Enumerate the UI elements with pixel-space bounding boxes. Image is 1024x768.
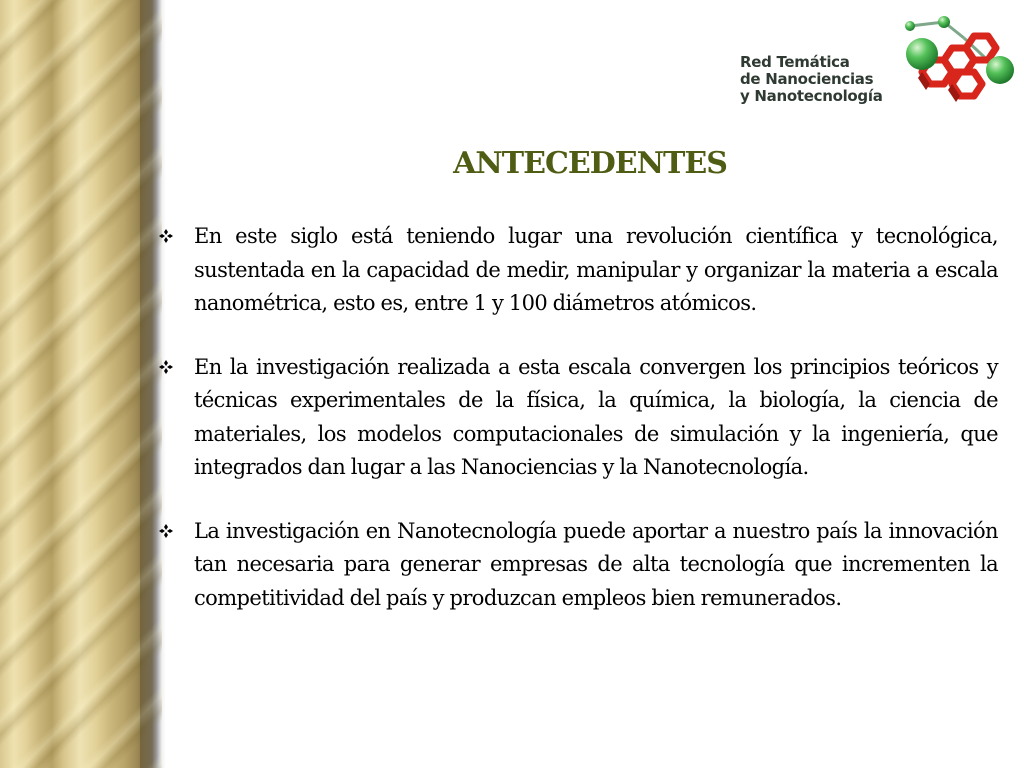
sphere-right	[986, 56, 1014, 84]
diamond-bullet-icon	[158, 523, 174, 539]
page-title: ANTECEDENTES	[453, 146, 727, 181]
bullet-item	[158, 351, 998, 485]
red-tematica-logo	[740, 14, 1016, 110]
bullet-item	[158, 515, 998, 616]
logo-text	[740, 54, 883, 105]
sphere-small	[905, 21, 915, 31]
diamond-bullet-icon	[158, 228, 174, 244]
sphere-large	[906, 38, 938, 70]
logo-line-2: de Nanociencias	[740, 70, 874, 88]
sphere-top	[938, 16, 950, 28]
bullet-item	[158, 220, 998, 321]
logo-line-1: Red Temática	[740, 53, 850, 71]
diamond-bullet-icon	[158, 359, 174, 375]
bullet-text: En este siglo está teniendo lugar una revolución científica y tecnológica, sustentada en la capacidad de medir, manipular y organizar la materia a escala nanométrica, esto es, entre 1 y 100 diámetros atómicos.	[194, 224, 998, 315]
bullet-text: La investigación en Nanotecnología puede aportar a nuestro país la innovación tan necesaria para generar empresas de alta tecnología que incrementen la competitividad del país y produzcan empleos bien remunerados.	[194, 518, 998, 610]
bullet-text: En la investigación realizada a esta escala convergen los principios teóricos y técnicas experimentales de la física, la química, la biología, la ciencia de materiales, los modelos computacionales de simulación y la ingeniería, que integrados dan lugar a las Nanociencias y la Nanotecnología.	[194, 354, 998, 479]
bullet-list	[158, 220, 998, 645]
nanotube-hexagon-icon	[900, 14, 1016, 110]
decorative-gold-pillar	[0, 0, 162, 768]
logo-line-3: y Nanotecnología	[740, 87, 883, 105]
